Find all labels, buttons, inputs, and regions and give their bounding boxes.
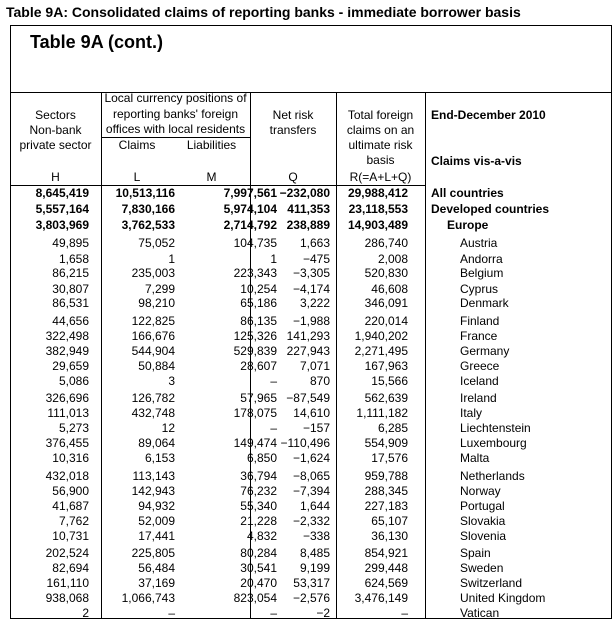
cell-l: 235,003 xyxy=(131,266,175,280)
cell-l: 6,153 xyxy=(144,451,175,465)
cell-h: 56,900 xyxy=(52,484,89,498)
cell-h: 41,687 xyxy=(52,499,89,513)
cell-m: 178,075 xyxy=(233,406,277,420)
cell-country: Denmark xyxy=(460,296,509,310)
cell-q: −7,394 xyxy=(292,484,330,498)
cell-r: 288,345 xyxy=(364,484,408,498)
cell-q: −2,576 xyxy=(292,591,330,605)
cell-l: 12 xyxy=(161,421,175,435)
cell-r: 562,639 xyxy=(364,391,408,405)
cell-m: 223,343 xyxy=(233,266,277,280)
cell-h: 3,803,969 xyxy=(35,218,89,232)
cell-h: 44,656 xyxy=(52,314,89,328)
cell-country: Portugal xyxy=(460,499,505,513)
cell-country: Liechtenstein xyxy=(460,421,531,435)
cell-q: 8,485 xyxy=(299,546,330,560)
cell-r: 6,285 xyxy=(377,421,408,435)
cell-m: – xyxy=(270,606,277,620)
cell-l: 3,762,533 xyxy=(121,218,175,232)
cell-r: 29,988,412 xyxy=(347,186,408,200)
cell-q: −4,174 xyxy=(292,282,330,296)
header-local-line3: offices with local residents xyxy=(105,122,246,136)
cell-m: – xyxy=(270,421,277,435)
cell-m: 1 xyxy=(270,252,277,266)
cell-country: Finland xyxy=(460,314,500,328)
cell-country: All countries xyxy=(431,186,504,200)
cell-r: 1,940,202 xyxy=(354,329,408,343)
cell-r: 220,014 xyxy=(364,314,408,328)
cell-h: 938,068 xyxy=(45,591,89,605)
cell-l: 432,748 xyxy=(131,406,175,420)
cell-r: 227,183 xyxy=(364,499,408,513)
cell-country: Greece xyxy=(460,359,500,373)
cell-m: 7,997,561 xyxy=(223,186,277,200)
cell-r: 299,448 xyxy=(364,561,408,575)
cell-country: Netherlands xyxy=(460,469,525,483)
cell-m: 104,735 xyxy=(233,236,277,250)
cell-r: 554,909 xyxy=(364,436,408,450)
cell-country: Norway xyxy=(460,484,501,498)
header-col-h: H xyxy=(51,170,60,184)
cell-l: 17,441 xyxy=(138,529,175,543)
cell-r: 286,740 xyxy=(364,236,408,250)
cell-q: −475 xyxy=(302,252,330,266)
cell-q: −3,305 xyxy=(292,266,330,280)
cell-h: 161,110 xyxy=(46,576,89,590)
cell-r: 36,130 xyxy=(371,529,408,543)
cell-country: Austria xyxy=(460,236,498,250)
cell-r: 46,608 xyxy=(371,282,408,296)
header-total-line3: ultimate risk xyxy=(348,138,413,152)
cell-r: 2,008 xyxy=(377,252,408,266)
cell-h: 432,018 xyxy=(45,469,89,483)
header-local-line1: Local currency positions of xyxy=(104,91,247,105)
header-nonbank: Non-bank xyxy=(29,123,82,137)
cell-h: 326,696 xyxy=(45,391,89,405)
cell-h: 10,316 xyxy=(52,451,89,465)
header-private-sector: private sector xyxy=(19,138,92,152)
cell-m: 76,232 xyxy=(240,484,277,498)
header-net-line1: Net risk xyxy=(272,108,314,122)
header-local-line2: reporting banks' foreign xyxy=(112,107,239,121)
cell-h: 8,645,419 xyxy=(35,186,89,200)
header-liabilities: Liabilities xyxy=(186,138,237,152)
cell-country: Switzerland xyxy=(460,576,523,590)
cell-q: −338 xyxy=(302,529,330,543)
cell-q: 870 xyxy=(309,374,330,388)
cell-m: 55,340 xyxy=(240,499,277,513)
cell-q: 3,222 xyxy=(299,296,330,310)
cell-m: 80,284 xyxy=(240,546,277,560)
cell-country: Belgium xyxy=(460,266,504,280)
cell-m: – xyxy=(270,374,277,388)
cell-country: Developed countries xyxy=(431,202,550,216)
cell-q: 1,663 xyxy=(299,236,330,250)
cell-r: 1,111,182 xyxy=(356,406,408,420)
cell-r: 624,569 xyxy=(364,576,408,590)
cell-m: 36,794 xyxy=(240,469,277,483)
cell-l: – xyxy=(168,606,175,620)
cell-r: 65,107 xyxy=(371,514,408,528)
cell-q: −110,496 xyxy=(280,436,330,450)
cell-h: 1,658 xyxy=(58,252,89,266)
cell-l: 544,904 xyxy=(131,344,175,358)
cell-q: 411,353 xyxy=(287,202,330,216)
cell-l: 7,299 xyxy=(144,282,175,296)
cell-m: 6,850 xyxy=(246,451,277,465)
cell-q: 141,293 xyxy=(286,329,330,343)
header-col-m: M xyxy=(206,170,217,184)
cell-country: Iceland xyxy=(460,374,499,388)
cell-country: Germany xyxy=(460,344,510,358)
cell-h: 5,273 xyxy=(58,421,89,435)
cell-r: – xyxy=(401,606,408,620)
table-title: Table 9A (cont.) xyxy=(30,32,164,52)
cell-l: 89,064 xyxy=(138,436,175,450)
cell-country: Sweden xyxy=(460,561,504,575)
header-sectors: Sectors xyxy=(35,108,76,122)
cell-l: 142,943 xyxy=(131,484,175,498)
cell-h: 86,215 xyxy=(52,266,89,280)
cell-l: 122,825 xyxy=(131,314,175,328)
cell-country: Ireland xyxy=(460,391,497,405)
cell-q: 1,644 xyxy=(299,499,330,513)
cell-m: 823,054 xyxy=(233,591,277,605)
cell-h: 7,762 xyxy=(58,514,89,528)
cell-m: 125,326 xyxy=(233,329,277,343)
cell-l: 225,805 xyxy=(131,546,175,560)
cell-q: 227,943 xyxy=(286,344,330,358)
cell-q: −1,624 xyxy=(292,451,330,465)
cell-q: −1,988 xyxy=(292,314,330,328)
header-vis-a-vis: Claims vis-a-vis xyxy=(431,154,522,168)
cell-r: 14,903,489 xyxy=(347,218,408,232)
cell-l: 37,169 xyxy=(138,576,175,590)
cell-q: −232,080 xyxy=(279,186,330,200)
cell-m: 20,470 xyxy=(240,576,277,590)
cell-q: 14,610 xyxy=(293,406,330,420)
header-col-l: L xyxy=(133,170,141,184)
cell-l: 10,513,116 xyxy=(115,186,175,200)
cell-q: −157 xyxy=(302,421,330,435)
cell-h: 382,949 xyxy=(45,344,89,358)
cell-country: Vatican xyxy=(460,606,500,620)
cell-l: 1,066,743 xyxy=(121,591,175,605)
header-total-line2: claims on an xyxy=(346,123,415,137)
cell-h: 30,807 xyxy=(52,282,89,296)
cell-l: 1 xyxy=(168,252,175,266)
cell-r: 23,118,553 xyxy=(348,202,408,216)
cell-q: −8,065 xyxy=(292,469,330,483)
cell-r: 520,830 xyxy=(364,266,408,280)
header-col-r: R(=A+L+Q) xyxy=(349,170,412,184)
cell-l: 7,830,166 xyxy=(121,202,175,216)
cell-q: −2,332 xyxy=(292,514,330,528)
cell-m: 21,228 xyxy=(240,514,277,528)
cell-m: 86,135 xyxy=(240,314,277,328)
cell-l: 75,052 xyxy=(138,236,175,250)
cell-h: 29,659 xyxy=(52,359,89,373)
header-total-line4: basis xyxy=(366,153,395,167)
cell-l: 3 xyxy=(168,374,175,388)
cell-country: Luxembourg xyxy=(460,436,527,450)
header-claims: Claims xyxy=(118,138,156,152)
cell-q: 7,071 xyxy=(299,359,330,373)
cell-country: Cyprus xyxy=(460,282,499,296)
cell-country: Slovenia xyxy=(460,529,507,543)
page-title: Table 9A: Consolidated claims of reporting banks - immediate borrower basis xyxy=(6,4,521,20)
cell-m: 30,541 xyxy=(240,561,277,575)
cell-r: 17,576 xyxy=(371,451,408,465)
cell-m: 65,186 xyxy=(240,296,277,310)
cell-r: 2,271,495 xyxy=(354,344,408,358)
cell-l: 94,932 xyxy=(138,499,175,513)
cell-m: 149,474 xyxy=(233,436,277,450)
col-divider-4 xyxy=(425,92,426,619)
cell-country: Europe xyxy=(447,218,489,232)
header-net-line2: transfers xyxy=(269,123,317,137)
header-col-q: Q xyxy=(288,170,298,184)
cell-l: 166,676 xyxy=(131,329,175,343)
header-end-date: End-December 2010 xyxy=(431,108,546,122)
cell-country: Andorra xyxy=(460,252,503,266)
cell-m: 10,254 xyxy=(240,282,277,296)
cell-country: France xyxy=(460,329,498,343)
cell-q: 238,889 xyxy=(286,218,330,232)
cell-h: 49,895 xyxy=(52,236,89,250)
cell-l: 113,143 xyxy=(132,469,175,483)
cell-l: 56,484 xyxy=(138,561,175,575)
cell-r: 3,476,149 xyxy=(354,591,408,605)
cell-r: 854,921 xyxy=(364,546,408,560)
cell-l: 98,210 xyxy=(138,296,175,310)
cell-m: 4,832 xyxy=(246,529,277,543)
cell-h: 376,455 xyxy=(45,436,89,450)
header-total-line1: Total foreign xyxy=(347,108,414,122)
cell-q: 9,199 xyxy=(299,561,330,575)
cell-q: −87,549 xyxy=(286,391,330,405)
cell-r: 959,788 xyxy=(364,469,408,483)
cell-r: 15,566 xyxy=(371,374,408,388)
cell-country: Italy xyxy=(460,406,483,420)
cell-country: Slovakia xyxy=(460,514,506,528)
cell-m: 28,607 xyxy=(240,359,277,373)
cell-m: 529,839 xyxy=(233,344,277,358)
cell-l: 52,009 xyxy=(138,514,175,528)
cell-h: 202,524 xyxy=(45,546,89,560)
cell-h: 10,731 xyxy=(52,529,89,543)
cell-h: 86,531 xyxy=(52,296,89,310)
cell-h: 5,086 xyxy=(58,374,89,388)
cell-q: 53,317 xyxy=(293,576,330,590)
cell-h: 2 xyxy=(82,606,89,620)
cell-country: United Kingdom xyxy=(460,591,546,605)
cell-l: 126,782 xyxy=(131,391,175,405)
cell-h: 5,557,164 xyxy=(35,202,89,216)
cell-r: 167,963 xyxy=(364,359,408,373)
cell-m: 57,965 xyxy=(240,391,277,405)
cell-l: 50,884 xyxy=(138,359,175,373)
cell-m: 2,714,792 xyxy=(223,218,277,232)
cell-q: −2 xyxy=(316,606,330,620)
cell-h: 82,694 xyxy=(52,561,89,575)
cell-country: Spain xyxy=(460,546,491,560)
cell-h: 111,013 xyxy=(47,406,89,420)
cell-m: 5,974,104 xyxy=(223,202,277,216)
cell-r: 346,091 xyxy=(364,296,408,310)
cell-h: 322,498 xyxy=(45,329,89,343)
cell-country: Malta xyxy=(460,451,490,465)
